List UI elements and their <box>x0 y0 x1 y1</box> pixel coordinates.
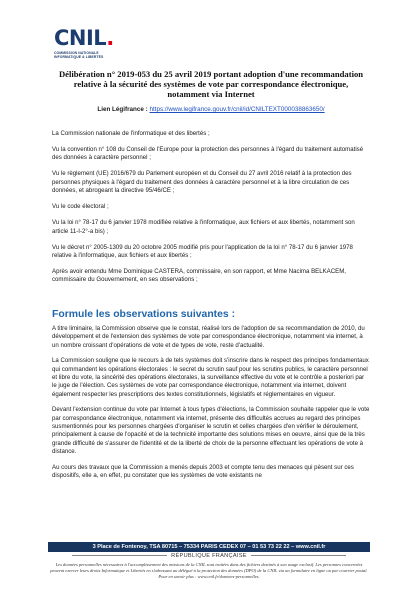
legifrance-label: Lien Légifrance : <box>97 106 150 113</box>
document-title: Délibération n° 2019-053 du 25 avril 2019 portant adoption d'une recommandation relative à la sécurité des systèmes de vote par correspondance électronique, notamment via Internet <box>58 69 364 99</box>
observation-paragraph: Devant l'extension continue du vote par Internet à tous types d'élections, la Commission souhaite rappeler que le vote par correspondance électronique, notamment via internet, présente des difficultés accrues au regard des principes susmentionnés pour les personnes chargées d'organiser le scrutin et celles chargées d'en vérifier le déroulement, principalement à cause de l'opacité et de la technicité importante des solutions mises en oeuvre, ainsi que de la très grande difficulté de s'assurer de l'identité et de la liberté de choix de la personne effectuant les opérations de vote à distance. <box>52 406 370 456</box>
observation-paragraph: La Commission souligne que le recours à de tels systèmes doit s'inscrire dans le respect des principes fondamentaux qui commandent les opérations électorales : le secret du scrutin sauf pour les scrutins publics, le caractère personnel et libre du vote, la sincérité des opérations électorales, la surveillance effective du vote et le contrôle a posteriori par le juge de l'élection. Ces systèmes de vote par correspondance électronique, notamment via internet, doivent également respecter les prescriptions des textes constitutionnels, législatifs et réglementaires en vigueur. <box>52 357 369 398</box>
observation-paragraph: A titre liminaire, la Commission observe que le constat, réalisé lors de l'adoption de sa recommandation de 2010, du développement et de l'extension des systèmes de vote par correspondance électronique, notamment via internet, à un nombre croissant d'opérations de vote et de types de vote, reste d'actualité. <box>52 325 365 349</box>
logo-tagline <box>54 51 124 59</box>
preamble-paragraph: Vu le décret n° 2005-1309 du 20 octobre 2005 modifié pris pour l'application de la loi n° 78-17 du 6 janvier 1978 relative à l'informatique, aux fichiers et aux libertés ; <box>52 243 353 260</box>
preamble <box>52 130 370 285</box>
preamble-paragraph: La Commission nationale de l'informatique et des libertés ; <box>52 130 210 137</box>
cnil-logo <box>54 28 124 64</box>
republique-francaise: RÉPUBLIQUE FRANÇAISE <box>48 553 370 560</box>
logo-tagline-line-1: COMMISSION NATIONALE <box>54 51 99 55</box>
preamble-paragraph: Vu le règlement (UE) 2016/679 du Parlement européen et du Conseil du 27 avril 2016 relatif à la protection des personnes physiques à l'égard du traitement des données à caractère personnel et à la libre circulation de ces données, et abrogeant la directive 95/46/CE ; <box>52 170 352 195</box>
observations <box>52 325 370 481</box>
legifrance-link[interactable]: https://www.legifrance.gouv.fr/cnil/id/CNILTEXT000038863650/ <box>149 106 325 113</box>
preamble-paragraph: Vu le code électoral ; <box>52 203 109 211</box>
logo-dot: . <box>106 26 114 50</box>
preamble-paragraph: Vu la loi n° 78-17 du 6 janvier 1978 modifiée relative à l'informatique, aux fichiers et aux libertés, notamment son article 11-I-2°-a bis) ; <box>52 219 355 235</box>
footer-address-bar: 3 Place de Fontenoy, TSA 80715 – 75334 PARIS CEDEX 07 – 01 53 73 22 22 – www.cnil.fr <box>48 542 370 552</box>
logo-wordmark: CNIL. <box>54 26 114 50</box>
legifrance-line <box>52 106 370 114</box>
section-heading: Formule les observations suivantes : <box>52 309 236 320</box>
preamble-paragraph: Vu la convention n° 108 du Conseil de l'Europe pour la protection des personnes à l'égard du traitement automatisé des données à caractère personnel ; <box>52 146 364 162</box>
observation-paragraph: Au cours des travaux que la Commission a menés depuis 2003 et compte tenu des menaces qui pèsent sur ces dispositifs, elle a, en effet, pu constater que les systèmes de vote existants ne <box>52 463 354 480</box>
logo-tagline-line-2: INFORMATIQUE & LIBERTÉS <box>54 55 104 59</box>
preamble-paragraph: Après avoir entendu Mme Dominique CASTERA, commissaire, en son rapport, et Mme Nacima BELKACEM, commissaire du Gouvernement, en ses observations ; <box>52 268 346 284</box>
footer-legal-notice: Les données personnelles nécessaires à l'accomplissement des missions de la CNIL sont traitées dans des fichiers destinés à son usage exclusif. Les personnes concernées peuvent exercer leurs droits Informatique et Libertés en s'adressant au délégué à la protection des données (DPO) de la CNIL via un formulaire en ligne ou par courrier postal. Pour en savoir plus : www.cnil.fr/donnees-personnelles. <box>50 562 368 579</box>
